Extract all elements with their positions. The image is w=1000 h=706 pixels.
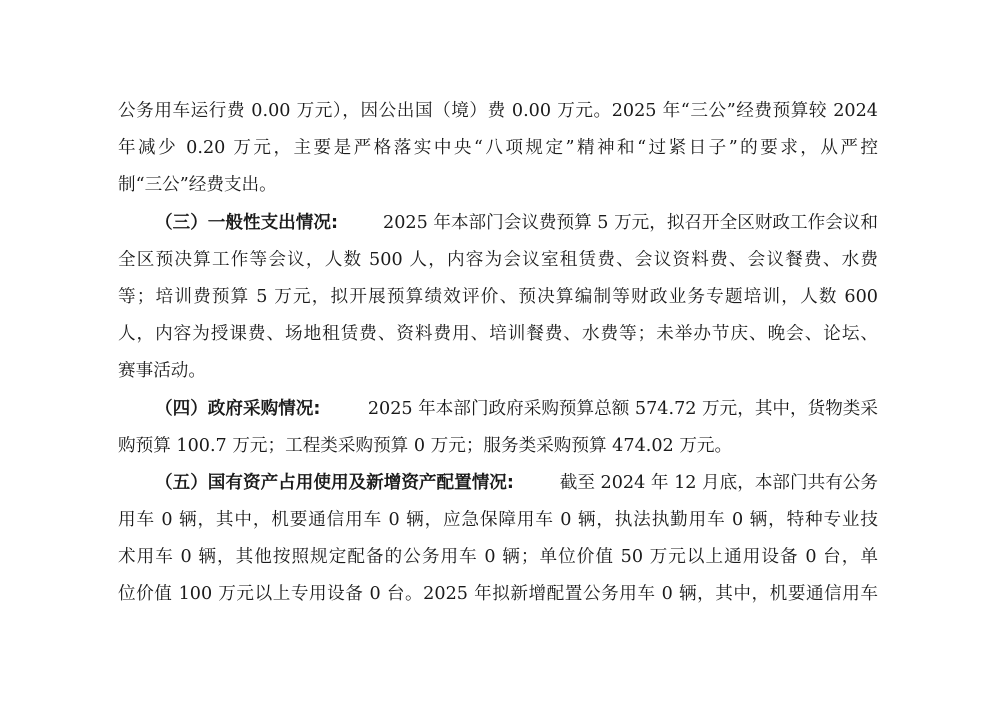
line-text: 术用车 0 辆，其他按照规定配备的公务用车 0 辆；单位价值 50 万元以上通用设备 0 台，单 [118,547,878,567]
section-4-heading: （四）政府采购情况: [155,399,321,419]
paragraph-line [0,319,1000,349]
paragraph-line [0,579,1000,609]
paragraph-line [0,542,1000,572]
line-text: 用车 0 辆，其中，机要通信用车 0 辆，应急保障用车 0 辆，执法执勤用车 0 辆，特种专业技 [118,510,878,530]
line-text: 人，内容为授课费、场地租赁费、资料费用、培训餐费、水费等；未举办节庆、晚会、论坛、 [118,324,878,344]
section-4-first-line [155,394,878,424]
section-heading-line [0,468,1000,498]
line-text: 公务用车运行费 0.00 万元），因公出国（境）费 0.00 万元。2025 年“三公”经费预算较 2024 [118,101,878,121]
paragraph-line [0,505,1000,535]
paragraph-line [0,282,1000,312]
paragraph-line [0,133,1000,163]
paragraph-line [0,356,1000,386]
section-5-first-line [155,468,878,498]
section-3-first-line [155,208,878,238]
paragraph-line [0,170,1000,200]
section-heading-line [0,394,1000,424]
line-text: 制“三公”经费支出。 [118,175,277,195]
line-text: 位价值 100 万元以上专用设备 0 台。2025 年拟新增配置公务用车 0 辆，其中，机要通信用车 [118,584,878,604]
section-5-heading: （五）国有资产占用使用及新增资产配置情况: [155,473,514,493]
line-text: 购预算 100.7 万元；工程类采购预算 0 万元；服务类采购预算 474.02 万元。 [118,436,733,456]
line-text: 赛事活动。 [118,361,206,381]
paragraph-line [0,96,1000,126]
section-4-first-rest: 2025 年本部门政府采购预算总额 574.72 万元，其中，货物类采 [367,399,878,419]
section-3-heading: （三）一般性支出情况: [155,213,338,233]
line-text: 等；培训费预算 5 万元，拟开展预算绩效评价、预决算编制等财政业务专题培训，人数 600 [118,287,878,307]
line-text: 全区预决算工作等会议，人数 500 人，内容为会议室租赁费、会议资料费、会议餐费、水费 [118,250,878,270]
line-text: 年减少 0.20 万元，主要是严格落实中央“八项规定”精神和“过紧日子”的要求，从严控 [118,138,878,158]
section-heading-line [0,208,1000,238]
section-5-first-rest: 截至 2024 年 12 月底，本部门共有公务 [559,473,878,493]
paragraph-line [0,245,1000,275]
paragraph-line [0,431,1000,461]
section-3-first-rest: 2025 年本部门会议费预算 5 万元，拟召开全区财政工作会议和 [383,213,878,233]
